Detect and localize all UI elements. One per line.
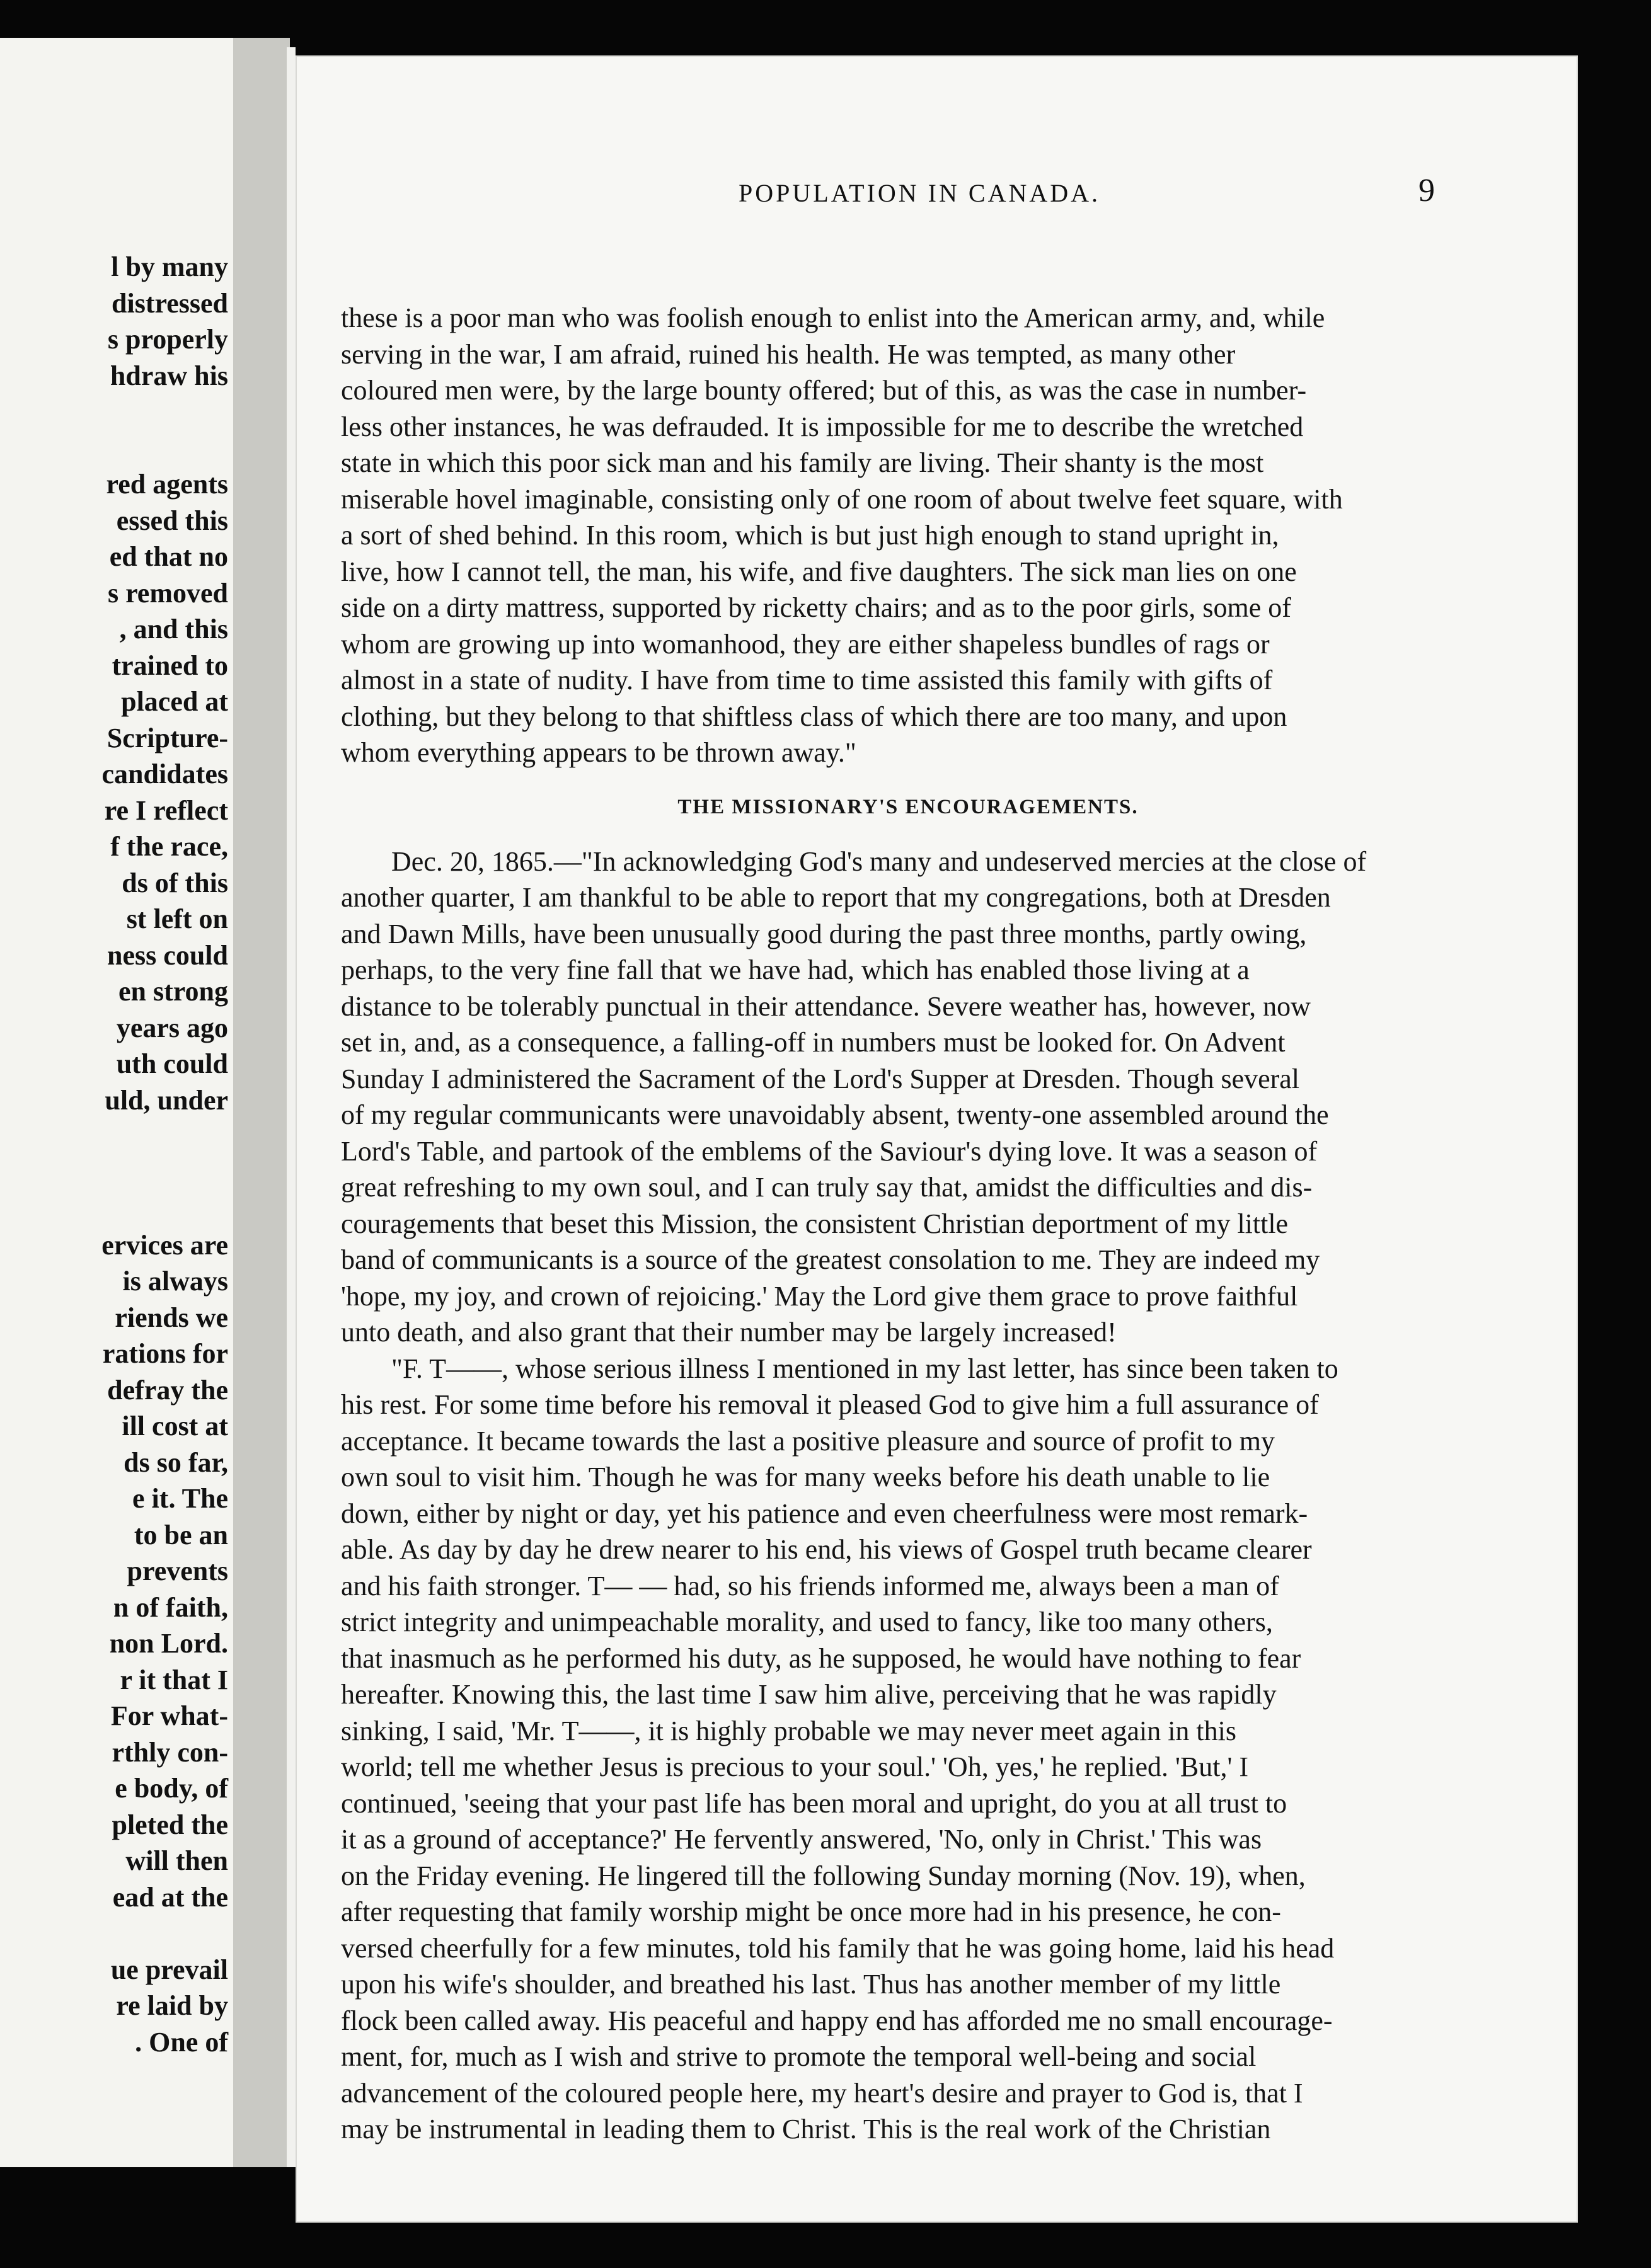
previous-page-line: s properly [107,324,228,355]
text-line: whom are growing up into womanhood, they are either shapeless bundles of rags or [341,628,1270,660]
previous-page-line [14,394,228,430]
text-line: continued, 'seeing that your past life has been moral and upright, do you at all trust to [341,1787,1287,1819]
text-line: state in which this poor sick man and his family are living. Their shanty is the most [341,447,1264,478]
text-line: able. As day by day he drew nearer to his end, his views of Gospel truth became clearer [341,1534,1312,1565]
previous-page-line: candidates [101,759,228,789]
previous-page-line: hdraw his [110,360,228,391]
text-line: that inasmuch as he performed his duty, as he supposed, he would have nothing to fear [341,1642,1301,1674]
previous-page-line: en strong [118,976,228,1007]
text-line: unto death, and also grant that their number may be largely increased! [341,1317,1117,1348]
running-head-title: POPULATION IN CANADA. [739,179,1100,207]
text-line: another quarter, I am thankful to be able to report that my congregations, both at Dresden [341,882,1331,913]
previous-page-line: ead at the [112,1881,228,1913]
text-line: after requesting that family worship might be once more had in his presence, he con- [341,1896,1281,1927]
paragraph-sick-man [341,300,1475,771]
previous-page-line: ed that no [109,541,228,572]
previous-page-text [14,249,228,2060]
text-line: on the Friday evening. He lingered till the following Sunday morning (Nov. 19), when, [341,1860,1306,1891]
text-line: and his faith stronger. T— — had, so his friends informed me, always been a man of [341,1570,1279,1601]
previous-page-line: Scripture- [106,722,228,753]
text-line: sinking, I said, 'Mr. T——, it is highly probable we may never meet again in this [341,1715,1236,1746]
previous-page-line: years ago [116,1012,228,1043]
text-line: may be instrumental in leading them to Christ. This is the real work of the Christian [341,2114,1271,2145]
previous-page-line: pleted the [112,1809,228,1840]
previous-page-line: s removed [107,577,228,609]
text-line: great refreshing to my own soul, and I can truly say that, amidst the difficulties and dis- [341,1172,1313,1203]
text-line: couragements that beset this Mission, the consistent Christian deportment of my little [341,1208,1289,1239]
book-page [296,55,1578,2223]
previous-page-line: ds so far, [124,1446,228,1478]
previous-page-line: essed this [116,505,228,536]
previous-page-line: r it that I [120,1664,228,1695]
text-line: 'hope, my joy, and crown of rejoicing.' May the Lord give them grace to prove faithful [341,1280,1298,1312]
text-line: flock been called away. His peaceful and happy end has afforded me no small encourage- [341,2005,1333,2036]
previous-page-line: ervices are [101,1229,228,1261]
text-line: down, either by night or day, yet his patience and even cheerfulness were most remark- [341,1498,1308,1529]
section-heading: THE MISSIONARY'S ENCOURAGEMENTS. [677,795,1139,818]
previous-page-line: re laid by [116,1990,228,2021]
paragraph-encouragements [341,844,1475,1351]
previous-page-line: to be an [134,1519,228,1550]
previous-page-line: , and this [119,614,228,644]
previous-page-line: prevents [127,1555,228,1586]
previous-page-line: placed at [121,686,228,717]
text-line: band of communicants is a source of the greatest consolation to me. They are indeed my [341,1244,1320,1275]
running-head [296,172,1578,222]
previous-page-line: uld, under [105,1084,228,1116]
text-line: these is a poor man who was foolish enough to enlist into the American army, and, while [341,302,1325,333]
text-line: almost in a state of nudity. I have from time to time assisted this family with gifts of [341,665,1273,696]
text-line: and Dawn Mills, have been unusually good during the past three months, partly owing, [341,918,1307,949]
text-line: distance to be tolerably punctual in their attendance. Severe weather has, however, now [341,990,1311,1022]
previous-page-line [14,1915,228,1952]
previous-page-line [14,430,228,467]
text-line: acceptance. It became towards the last a positive pleasure and source of profit to my [341,1425,1275,1457]
text-line: set in, and, as a consequence, a falling-off in numbers must be looked for. On Advent [341,1027,1286,1058]
previous-page-line: e it. The [132,1483,228,1514]
previous-page-line [14,1155,228,1191]
text-line: Lord's Table, and partook of the emblems of the Saviour's dying love. It was a season of [341,1135,1318,1167]
text-line: Dec. 20, 1865.—"In acknowledging God's many and undeserved mercies at the close of [391,845,1367,877]
previous-page-line: ds of this [122,867,228,898]
text-line: miserable hovel imaginable, consisting only of one room of about twelve feet square, with [341,483,1343,515]
page-number: 9 [1418,173,1435,209]
text-line: strict integrity and unimpeachable morality, and used to fancy, like too many others, [341,1606,1273,1637]
previous-page-line: re I reflect [104,794,228,826]
book-gutter [233,38,290,2167]
previous-page-line: red agents [106,469,228,500]
previous-page-line: uth could [116,1048,228,1079]
text-line: clothing, but they belong to that shiftless class of which there are too many, and upon [341,701,1287,732]
text-line: it as a ground of acceptance?' He fervently answered, 'No, only in Christ.' This was [341,1824,1262,1855]
text-line: own soul to visit him. Though he was for many weeks before his death unable to lie [341,1462,1270,1492]
previous-page-line: n of faith, [113,1591,228,1623]
previous-page-line: defray the [107,1374,228,1406]
text-line: side on a dirty mattress, supported by ricketty chairs; and as to the poor girls, some of [341,592,1291,623]
text-line: serving in the war, I am afraid, ruined his health. He was tempted, as many other [341,338,1236,370]
previous-page-line: f the race, [110,831,228,862]
previous-page-line: rthly con- [112,1736,228,1768]
previous-page-line: st left on [126,903,228,934]
previous-page-line: non Lord. [109,1628,228,1659]
text-line: "F. T——, whose serious illness I mentioned in my last letter, has since been taken to [391,1353,1338,1384]
text-line: Sunday I administered the Sacrament of the Lord's Supper at Dresden. Though several [341,1063,1300,1094]
text-line: ment, for, much as I wish and strive to promote the temporal well-being and social [341,2041,1257,2072]
previous-page-line: ness could [107,939,228,971]
previous-page-line [14,1191,228,1227]
previous-page-line: rations for [102,1338,228,1369]
previous-page-line: distressed [112,287,228,319]
text-line: a sort of shed behind. In this room, which is but just high enough to stand upright in, [341,520,1279,551]
previous-page-line: l by many [111,251,228,282]
text-line: perhaps, to the very fine fall that we have had, which has enabled those living at a [341,954,1250,985]
previous-page-line: ue prevail [110,1954,228,1985]
text-line: his rest. For some time before his removal it pleased God to give him a full assurance of [341,1389,1319,1420]
previous-page-line: ill cost at [122,1411,228,1441]
text-line: versed cheerfully for a few minutes, told his family that he was going home, laid his head [341,1932,1335,1964]
text-line: upon his wife's shoulder, and breathed his last. Thus has another member of my little [341,1969,1281,2000]
text-line: world; tell me whether Jesus is precious to your soul.' 'Oh, yes,' he replied. 'But,' I [341,1751,1249,1782]
page-edge [287,47,296,2167]
previous-page-line: trained to [112,650,228,681]
paragraph-f-t-death [341,1351,1475,2148]
previous-page-line: For what- [110,1700,228,1731]
previous-page-fragment [0,38,233,2167]
previous-page-line: . One of [135,2026,228,2058]
previous-page-line: is always [122,1266,228,1297]
previous-page-line: riends we [115,1302,228,1333]
text-line: hereafter. Knowing this, the last time I saw him alive, perceiving that he was rapidly [341,1679,1277,1710]
previous-page-line: will then [125,1845,228,1876]
page-body [341,300,1475,2148]
previous-page-line: e body, of [115,1773,228,1804]
previous-page-line [14,1118,228,1155]
text-line: live, how I cannot tell, the man, his wife, and five daughters. The sick man lies on one [341,556,1297,587]
text-line: whom everything appears to be thrown away." [341,737,856,768]
text-line: of my regular communicants were unavoidably absent, twenty-one assembled around the [341,1099,1329,1130]
text-line: advancement of the coloured people here, my heart's desire and prayer to God is, that I [341,2077,1303,2109]
text-line: less other instances, he was defrauded. It is impossible for me to describe the wretched [341,411,1304,442]
text-line: coloured men were, by the large bounty offered; but of this, as was the case in number- [341,375,1307,406]
